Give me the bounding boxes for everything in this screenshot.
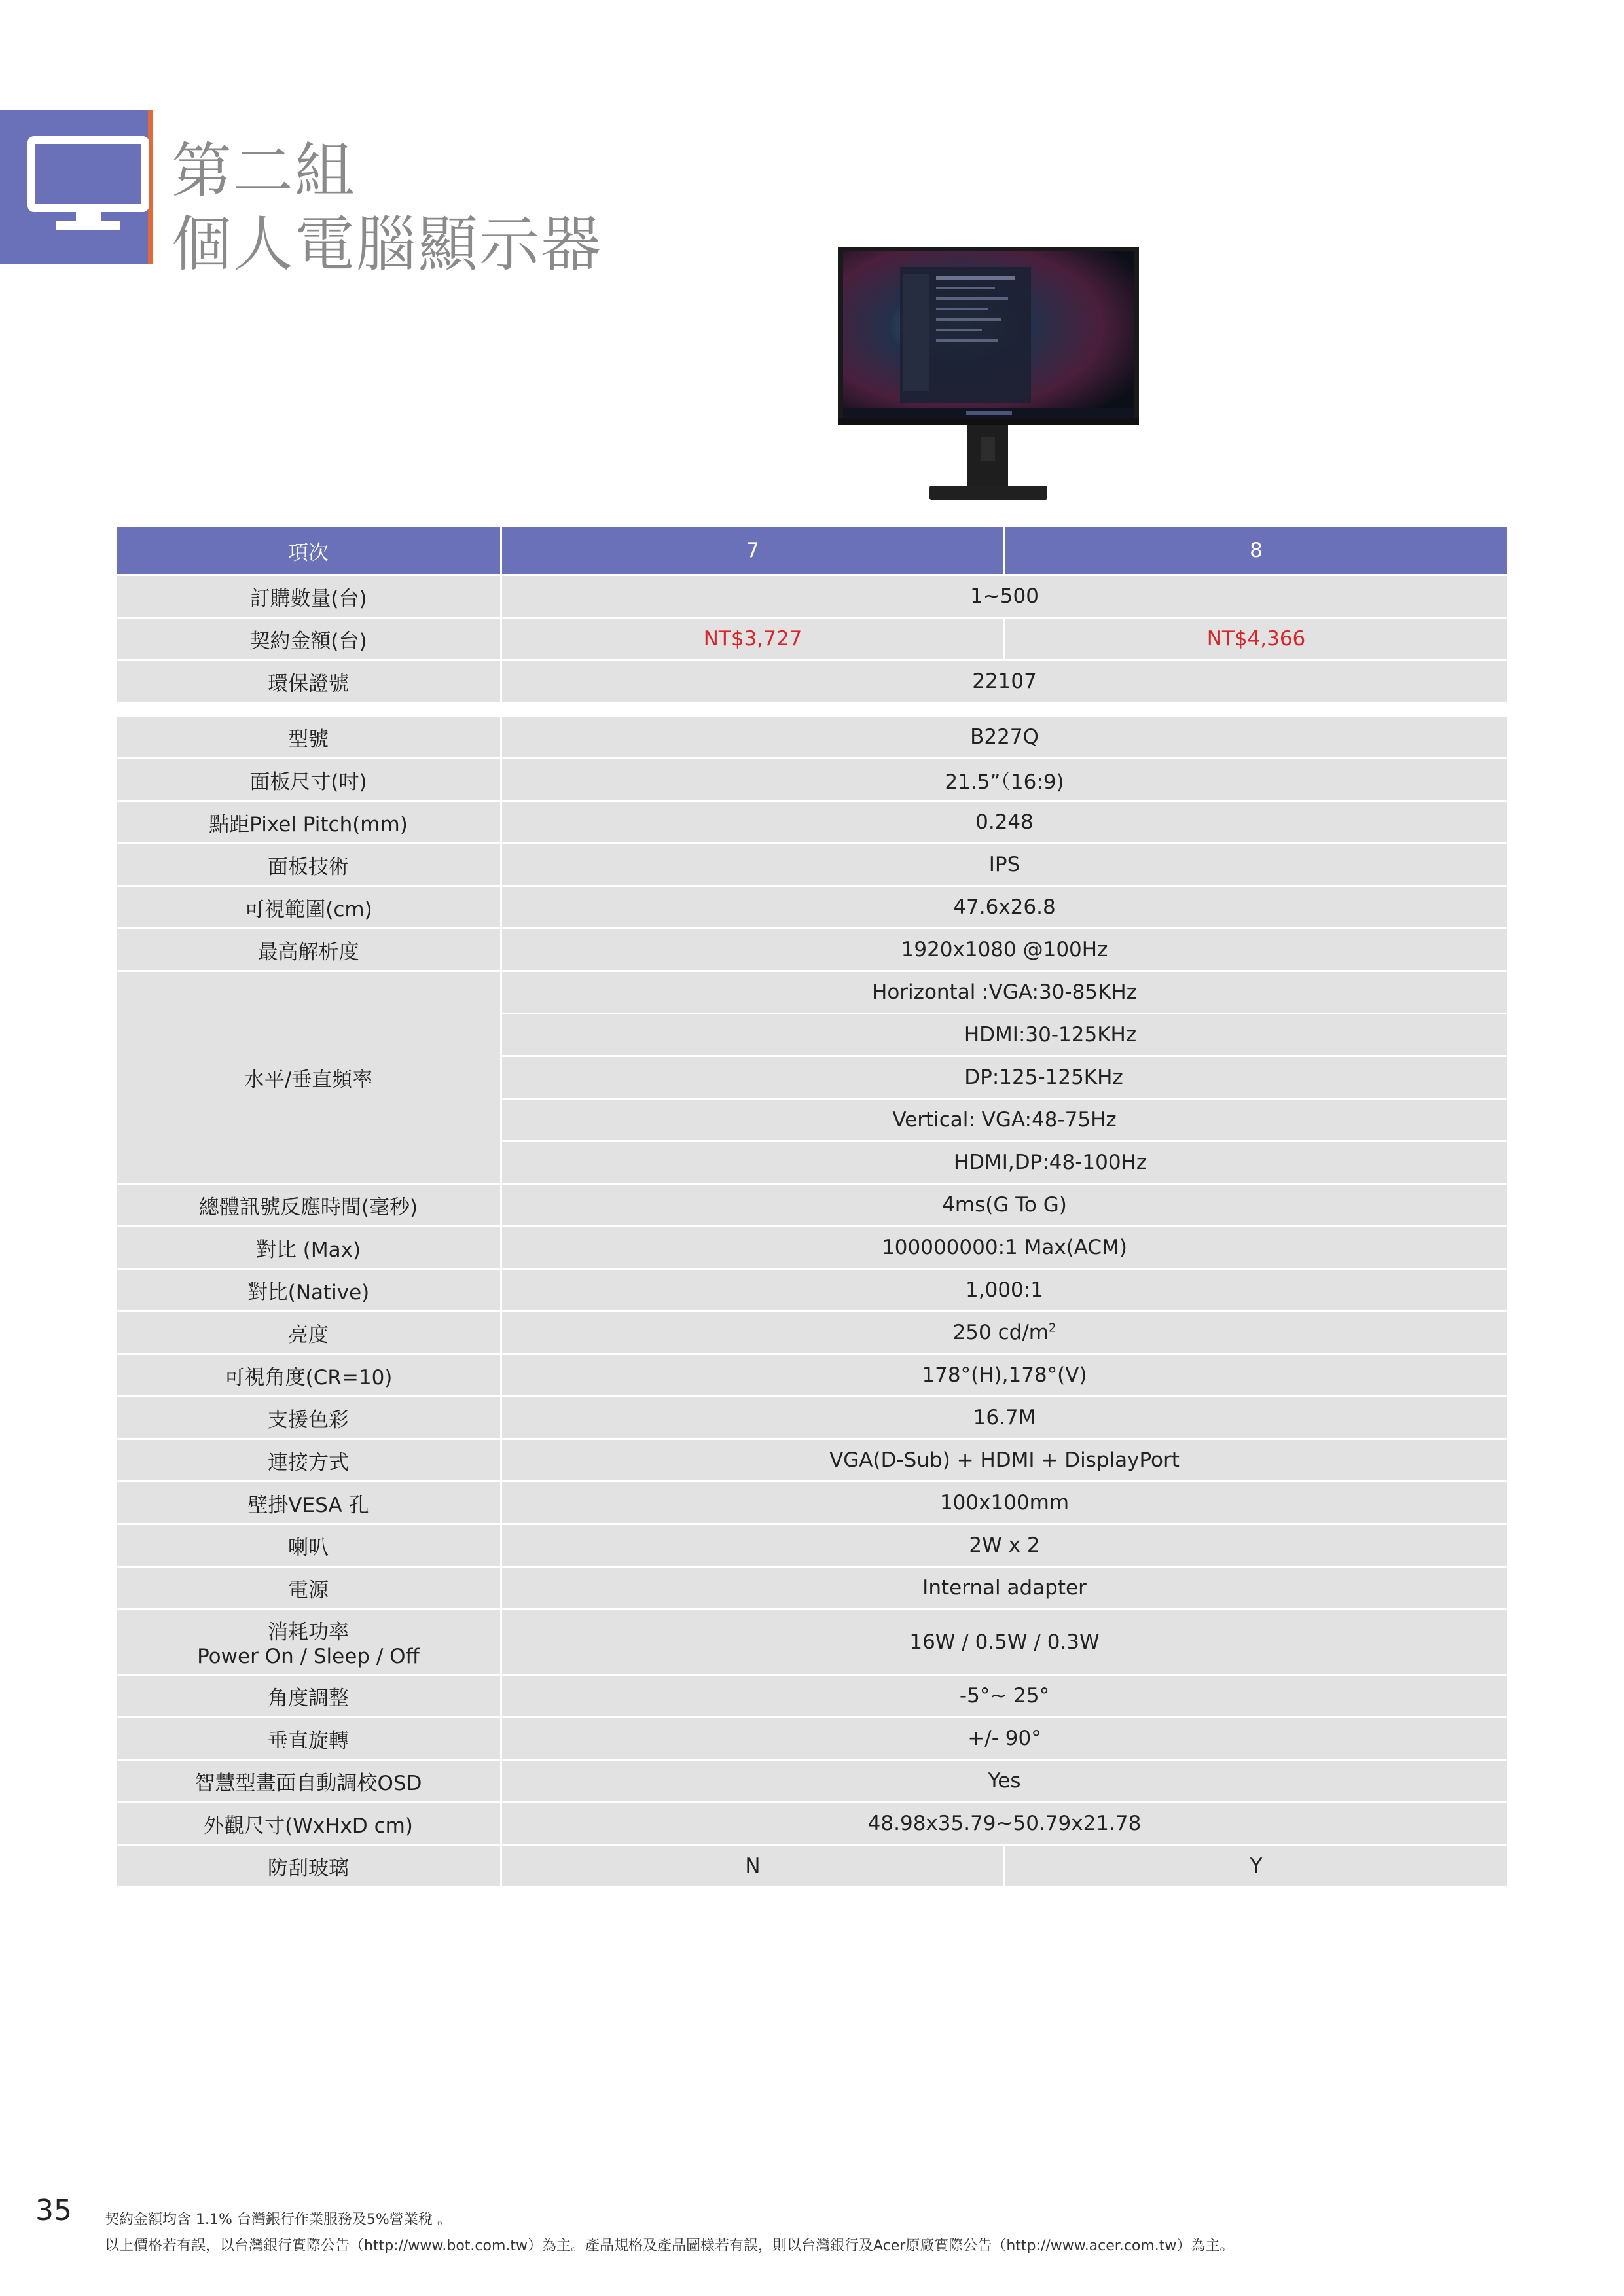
- row-value: 4ms(G To G): [502, 1185, 1507, 1227]
- header-col-8: 8: [1005, 527, 1507, 576]
- page-title-group: 第二組: [171, 136, 357, 206]
- row-label: 型號: [117, 717, 502, 759]
- row-label: 支援色彩: [117, 1397, 502, 1440]
- table-row: [117, 1718, 1507, 1761]
- table-row: [117, 972, 1507, 1014]
- table-row: [117, 1803, 1507, 1846]
- row-label: 可視角度(CR=10): [117, 1355, 502, 1397]
- row-label: 可視範圍(cm): [117, 887, 502, 929]
- row-value: 100000000:1 Max(ACM): [502, 1227, 1507, 1270]
- table-row: [117, 1846, 1507, 1888]
- row-value: Yes: [502, 1761, 1507, 1803]
- row-value: -5°~ 25°: [502, 1676, 1507, 1718]
- row-label: 環保證號: [117, 661, 502, 704]
- brightness-superscript: 2: [1048, 1321, 1056, 1335]
- row-value: 22107: [502, 661, 1507, 704]
- row-label: 面板技術: [117, 844, 502, 887]
- row-value: 0.248: [502, 802, 1507, 844]
- header-col-7: 7: [502, 527, 1005, 576]
- table-row: [117, 1440, 1507, 1482]
- table-row: [117, 717, 1507, 759]
- freq-line: HDMI,DP:48-100Hz: [502, 1142, 1507, 1185]
- antiscratch-col-7: N: [502, 1846, 1005, 1888]
- row-value: B227Q: [502, 717, 1507, 759]
- row-value: 1,000:1: [502, 1270, 1507, 1312]
- header-color-block: [0, 110, 153, 264]
- row-label: 垂直旋轉: [117, 1718, 502, 1761]
- table-row: [117, 576, 1507, 619]
- freq-line: Horizontal :VGA:30-85KHz: [502, 972, 1507, 1014]
- row-value: 48.98x35.79~50.79x21.78: [502, 1803, 1507, 1846]
- table-row: [117, 1185, 1507, 1227]
- row-label: 智慧型畫面自動調校OSD: [117, 1761, 502, 1803]
- row-value: 47.6x26.8: [502, 887, 1507, 929]
- row-value: 21.5”（16:9): [502, 759, 1507, 802]
- row-label: 喇叭: [117, 1525, 502, 1568]
- row-label: 壁掛VESA 孔: [117, 1482, 502, 1525]
- table-row: [117, 1610, 1507, 1676]
- antiscratch-col-8: Y: [1005, 1846, 1507, 1888]
- footer-note-tax: 契約金額均含 1.1% 台灣銀行作業服務及5%營業稅 。: [105, 2212, 452, 2228]
- row-value: +/- 90°: [502, 1718, 1507, 1761]
- row-value: Internal adapter: [502, 1568, 1507, 1610]
- row-label: 亮度: [117, 1312, 502, 1355]
- row-label: 總體訊號反應時間(毫秒): [117, 1185, 502, 1227]
- page-title-category: 個人電腦顯示器: [171, 209, 603, 279]
- row-value: 1920x1080 @100Hz: [502, 929, 1507, 972]
- row-value: 16W / 0.5W / 0.3W: [502, 1610, 1507, 1676]
- table-row: [117, 1270, 1507, 1312]
- row-label: [117, 1610, 502, 1676]
- table-row: [117, 1355, 1507, 1397]
- table-row: [117, 929, 1507, 972]
- table-row: [117, 759, 1507, 802]
- row-value: 1~500: [502, 576, 1507, 619]
- row-value: IPS: [502, 844, 1507, 887]
- row-label: 水平/垂直頻率: [117, 972, 502, 1185]
- freq-line: Vertical: VGA:48-75Hz: [502, 1100, 1507, 1142]
- monitor-product-image: [838, 247, 1139, 509]
- row-label: 對比 (Max): [117, 1227, 502, 1270]
- row-label: 電源: [117, 1568, 502, 1610]
- row-value: 16.7M: [502, 1397, 1507, 1440]
- table-header-row: [117, 527, 1507, 576]
- row-value: 178°(H),178°(V): [502, 1355, 1507, 1397]
- price-col-8: NT$4,366: [1005, 619, 1507, 661]
- row-label: 面板尺寸(吋): [117, 759, 502, 802]
- spec-table: [117, 527, 1507, 1888]
- freq-line: HDMI:30-125KHz: [502, 1014, 1507, 1057]
- row-label: 連接方式: [117, 1440, 502, 1482]
- table-row: [117, 1312, 1507, 1355]
- row-value: [502, 1312, 1507, 1355]
- header-item-label: 項次: [117, 527, 502, 576]
- table-row: [117, 661, 1507, 704]
- table-row: [117, 1397, 1507, 1440]
- table-row: [117, 619, 1507, 661]
- row-label: 防刮玻璃: [117, 1846, 502, 1888]
- table-row: [117, 1761, 1507, 1803]
- table-row: [117, 844, 1507, 887]
- table-row: [117, 1482, 1507, 1525]
- row-label: 契約金額(台): [117, 619, 502, 661]
- freq-line: DP:125-125KHz: [502, 1057, 1507, 1100]
- row-value: 100x100mm: [502, 1482, 1507, 1525]
- row-value: VGA(D-Sub) + HDMI + DisplayPort: [502, 1440, 1507, 1482]
- table-row: [117, 1227, 1507, 1270]
- row-label: 外觀尺寸(WxHxD cm): [117, 1803, 502, 1846]
- row-label: 角度調整: [117, 1676, 502, 1718]
- monitor-icon: [27, 136, 149, 238]
- row-label: 最高解析度: [117, 929, 502, 972]
- row-label: 點距Pixel Pitch(mm): [117, 802, 502, 844]
- table-row: [117, 1525, 1507, 1568]
- row-label: 訂購數量(台): [117, 576, 502, 619]
- row-label: 對比(Native): [117, 1270, 502, 1312]
- table-row: [117, 802, 1507, 844]
- row-value: 2W x 2: [502, 1525, 1507, 1568]
- footer-note-disclaimer: 以上價格若有誤，以台灣銀行實際公告（http://www.bot.com.tw）為主。產品規格及產品圖樣若有誤，則以台灣銀行及Acer原廠實際公告（http://www.acer.com.tw）為主。: [105, 2238, 1235, 2254]
- price-col-7: NT$3,727: [502, 619, 1005, 661]
- table-row: [117, 1568, 1507, 1610]
- consumption-label-en: Power On / Sleep / Off: [197, 1645, 420, 1668]
- page-number: 35: [35, 2194, 72, 2227]
- brightness-value: 250 cd/m: [952, 1321, 1049, 1344]
- table-row: [117, 887, 1507, 929]
- consumption-label-zh: 消耗功率: [268, 1621, 349, 1644]
- table-row: [117, 1676, 1507, 1718]
